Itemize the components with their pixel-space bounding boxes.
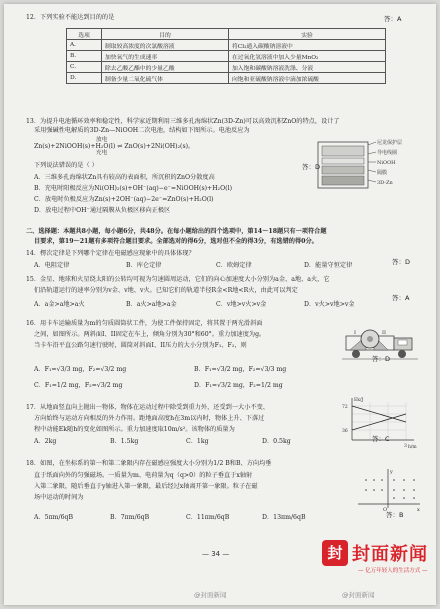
- fig-label: 72: [342, 405, 348, 410]
- q13-line1: 13．为提升电池循环效率和稳定性，科学家近期利用三维多孔海绵状Zn(3D-Zn)可以高效沉积ZnO的特点，设计了: [26, 118, 340, 125]
- q16-option-c: C．F₁=1/2 mg，F₂=√3/2 mg: [34, 382, 123, 389]
- q13-answer: 答：D: [302, 163, 321, 171]
- table-row: [67, 51, 386, 62]
- fig-label: O: [383, 507, 388, 512]
- table-cell: 制备少量二氧化硫气体: [102, 73, 229, 84]
- q18-answer: 答：B: [386, 511, 404, 519]
- q15-line1: 15．金星、地球和火星绕太阳的公转均可视为匀速圆周运动，它们的向心加速度大小分别为a金、a地、a火，它: [26, 276, 330, 283]
- q12-answer: 答：A: [384, 15, 402, 23]
- table-cell: 加快氧气的生成速率: [102, 51, 229, 62]
- q14-option-b: B．库仑定律: [126, 262, 162, 269]
- q14-option-c: C．欧姆定律: [216, 262, 252, 269]
- table-row: [67, 62, 386, 73]
- q14-stem: 14．楞次定律是下列哪个定律在电磁感应现象中的具体体现？: [26, 250, 195, 257]
- fig-label: 导电线圈: [377, 150, 398, 156]
- q18-line1: 18．如图，在坐标系的第一和第二象限内存在磁感应强度大小分别为1/2 B和B、方向均垂: [26, 460, 272, 467]
- exam-page: [4, 4, 436, 605]
- fig-label: Ek/J: [354, 398, 364, 403]
- q18-option-b: B．7πm/6qB: [110, 514, 150, 521]
- q18-option-c: C．11πm/6qB: [186, 514, 230, 521]
- q17-option-c: C．1kg: [186, 438, 209, 445]
- fig-label: 36: [342, 429, 348, 434]
- fig-label: x: [417, 507, 420, 512]
- q15-option-a: A．a金>a地>a火: [34, 301, 85, 308]
- section2-line2: 目要求，第19～21题有多项符合题目要求。全部选对的得6分，选对但不全的得3分，有选错的得0分。: [34, 238, 318, 245]
- q16-option-b: B．F₁=√3/2 mg，F₂=√3/3 mg: [194, 366, 287, 373]
- q17-answer: 答：C: [372, 435, 390, 443]
- fig-label: NiOOH: [377, 160, 396, 166]
- q17-line2: 方向始终与运动方向相反的外力作用。距地面高度h在3m以内时，物体上升、下落过: [34, 415, 265, 422]
- q13-reaction: Zn(s)+2NiOOH(s)+H₂O(l) ⇌ ZnO(s)+2Ni(OH)₂(s)。: [34, 143, 195, 150]
- table-cell: 除去乙酸乙酯中的少量乙酸: [102, 62, 229, 73]
- q15-line2: 们沿轨道运行的速率分别为v金、v地、v火。已知它们的轨道半径R金<R地<R火，由此可以判定: [34, 287, 298, 294]
- q16-line3: 当卡车沿平直公路匀速行驶时，圆筒对斜面I、II压力的大小分别为F₁、F₂，则: [34, 342, 247, 349]
- q13-line2: 采用强碱性电解质的3D-Zn—NiOOH二次电池，结构如下图所示。电池反应为: [34, 127, 250, 134]
- fig-label: y: [390, 469, 393, 475]
- logo-icon: 封: [322, 540, 348, 566]
- q13-reaction-top: 放电: [96, 137, 108, 143]
- logo-slogan: — 亿万年轻人的生活方式 —: [358, 568, 428, 574]
- table-row: [67, 73, 386, 84]
- q15-option-b: B．a火>a地>a金: [126, 301, 177, 308]
- battery-diagram: [316, 136, 416, 196]
- q14-answer: 答：D: [392, 258, 411, 266]
- watermark-right: @封面新闻: [342, 591, 375, 599]
- q13-option-a: A．三维多孔海绵状Zn具有较高的表面积，所沉积的ZnO分散度高: [34, 174, 215, 181]
- table-cell: 在过氧化氢溶液中加入少量MnO₂: [229, 51, 386, 62]
- table-cell: 将Cl₂通入碳酸钠溶液中: [229, 40, 386, 51]
- q18-line3: 入第二象限，随后垂直于y轴进入第一象限，最后经过x轴离开第一象限。粒子在磁: [34, 483, 258, 490]
- q14-option-d: D．能量守恒定律: [304, 262, 353, 269]
- table-cell: B.: [67, 51, 102, 62]
- table-cell: C.: [67, 62, 102, 73]
- table-header: 选项: [67, 29, 102, 40]
- table-row: [67, 40, 386, 51]
- table-cell: 加入饱和碳酸钠溶液洗涤、分液: [229, 62, 386, 73]
- fig-label: 3D-Zn: [377, 180, 393, 186]
- page-number: — 34 —: [202, 550, 230, 558]
- fig-label: I: [354, 330, 356, 336]
- q17-line1: 17．从地面竖直向上抛出一物体，物体在运动过程中除受到重力外，还受到一大小不变、: [26, 404, 269, 411]
- fig-label: 尼龙保护层: [377, 140, 403, 146]
- q17-option-b: B．1.5kg: [110, 438, 139, 445]
- magnetic-field-diagram: [354, 466, 424, 512]
- q15-answer: 答：A: [392, 294, 410, 302]
- q18-line4: 场中运动的时间为: [34, 494, 84, 501]
- q16-line1: 16．用卡车运输质量为m的匀质圆筒状工件，为使工件保持固定，将其置于两光滑斜面: [26, 320, 263, 327]
- brand-logo: [322, 532, 436, 590]
- fig-label: 隔膜: [377, 170, 388, 176]
- table-cell: D.: [67, 73, 102, 84]
- table-header: 目的: [102, 29, 229, 40]
- q12-table: [66, 28, 386, 84]
- ek-h-graph: [340, 396, 420, 452]
- q17-line3: 程中动能Ek随h的变化如图所示。重力加速度取10m/s²。该物体的质量为: [34, 426, 235, 433]
- q14-option-a: A．电阻定律: [34, 262, 70, 269]
- q15-option-c: C．v地>v火>v金: [216, 301, 267, 308]
- watermark-left: @封面新闻: [194, 591, 227, 599]
- q17-option-a: A．2kg: [34, 438, 57, 445]
- q13-option-c: C．放电时负极反应为Zn(s)+2OH⁻(aq)−2e⁻=ZnO(s)+H₂O(l): [34, 196, 214, 203]
- q13-ask: 下列说法错误的是（ ）: [34, 162, 98, 169]
- fig-label: 3: [404, 444, 407, 449]
- q17-option-d: D．0.5kg: [262, 438, 291, 445]
- q18-option-d: D．13πm/6qB: [262, 514, 306, 521]
- q16-option-a: A．F₁=√3/3 mg，F₂=√3/2 mg: [34, 366, 127, 373]
- table-cell: 向饱和亚硫酸钠溶液中滴加浓硫酸: [229, 73, 386, 84]
- q13-reaction-bottom: 充电: [96, 150, 108, 156]
- section2-line1: 二、选择题：本题共8小题，每小题6分，共48分。在每小题给出的四个选项中，第14～18题只有一项符合题: [26, 228, 327, 235]
- q12-stem: 12．下列实验不能达到目的的是: [26, 14, 115, 21]
- table-header: 实验: [229, 29, 386, 40]
- q18-option-a: A．5πm/6qB: [34, 514, 74, 521]
- q13-option-d: D．放电过程中OH⁻通过隔膜从负极区移向正极区: [34, 207, 171, 214]
- table-cell: A.: [67, 40, 102, 51]
- fig-label: II: [382, 330, 386, 336]
- logo-name: 封面新闻: [352, 544, 428, 565]
- table-cell: 制取较高浓度的次氯酸溶液: [102, 40, 229, 51]
- q16-answer: 答：D: [372, 355, 391, 363]
- fig-label: h/m: [408, 445, 417, 450]
- q16-option-d: D．F₁=√3/2 mg，F₂=1/2 mg: [194, 382, 283, 389]
- q15-option-d: D．v火>v地>v金: [304, 301, 355, 308]
- q16-line2: 之间，如图所示。两斜面I、II固定在车上，倾角分别为30°和60°。重力加速度为g。: [34, 331, 266, 338]
- q13-option-b: B．充电时阳极反应为Ni(OH)₂(s)+OH⁻(aq)−e⁻=NiOOH(s)+H₂O(l): [34, 185, 232, 192]
- q18-line2: 直于纸面向外的匀强磁场。一质量为m、电荷量为q（q>0）的粒子垂直于x轴射: [34, 472, 253, 479]
